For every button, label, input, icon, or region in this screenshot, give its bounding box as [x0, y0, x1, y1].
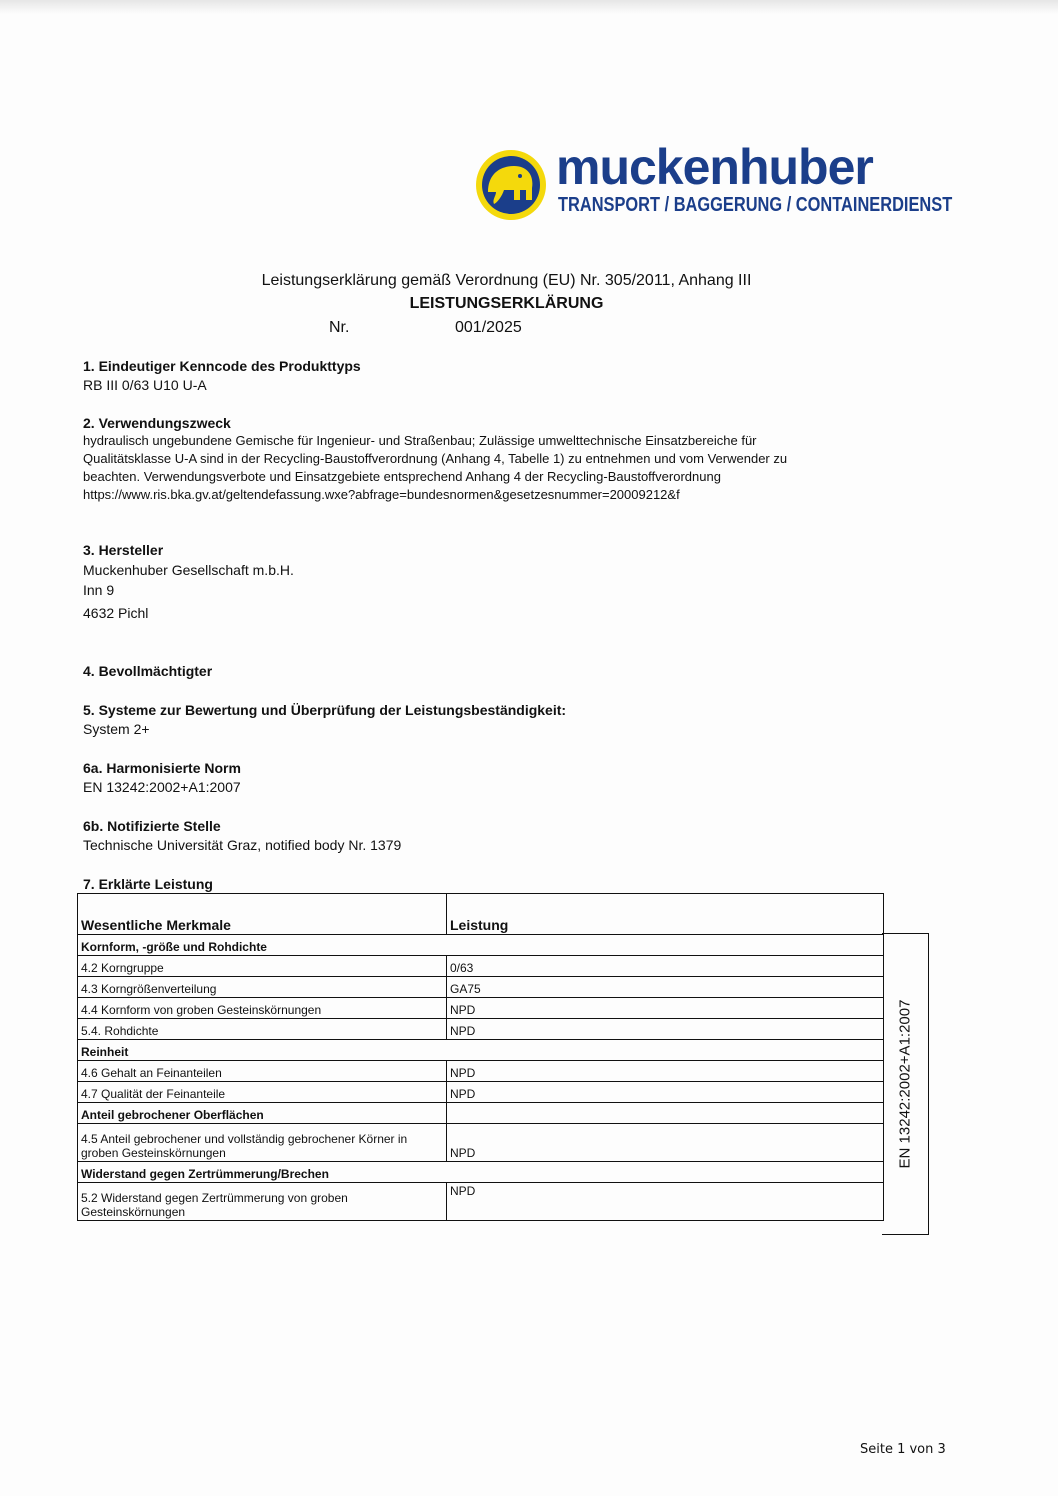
scan-edge	[0, 0, 1058, 14]
norm-vertical-label: EN 13242:2002+A1:2007	[896, 999, 914, 1169]
merkmal-line-2: groben Gesteinskörnungen	[81, 1146, 226, 1160]
merkmal-cell: 4.3 Korngrößenverteilung	[78, 977, 447, 998]
table-group-row	[78, 1103, 884, 1124]
merkmal-line-1: 5.2 Widerstand gegen Zertrümmerung von groben	[81, 1191, 348, 1205]
manufacturer-city: 4632 Pichl	[83, 605, 149, 621]
table-row	[78, 977, 884, 998]
performance-table	[77, 893, 884, 1221]
number-value: 001/2025	[455, 319, 522, 336]
table-header-row	[78, 894, 884, 935]
page-number: Seite 1 von 3	[860, 1442, 946, 1457]
merkmal-cell: 5.4. Rohdichte	[78, 1019, 447, 1040]
section-6a-text: EN 13242:2002+A1:2007	[83, 779, 241, 795]
empty-cell	[447, 1103, 884, 1124]
mammoth-logo-icon	[474, 148, 548, 222]
section-6b-text: Technische Universität Graz, notified body Nr. 1379	[83, 837, 402, 853]
section-3-heading: 3. Hersteller	[83, 542, 164, 558]
merkmal-line-1: 4.5 Anteil gebrochener und vollständig gebrochener Körner in	[81, 1132, 408, 1146]
leistung-cell: NPD	[447, 1183, 884, 1221]
merkmal-line-2: Gesteinskörnungen	[81, 1205, 186, 1219]
section-6b-heading: 6b. Notifizierte Stelle	[83, 818, 221, 834]
leistung-cell: NPD	[447, 1082, 884, 1103]
section-2-line-1: hydraulisch ungebundene Gemische für Ingenieur- und Straßenbau; Zulässige umwelttechnische Einsatzbereiche für	[83, 433, 757, 448]
column-header-merkmale: Wesentliche Merkmale	[78, 894, 447, 935]
leistung-cell: NPD	[447, 1124, 884, 1162]
logo-wordmark: muckenhuber	[556, 139, 873, 195]
table-row	[78, 1124, 884, 1162]
table-row	[78, 1082, 884, 1103]
group-label: Reinheit	[78, 1040, 884, 1061]
table-row	[78, 1019, 884, 1040]
table-row	[78, 998, 884, 1019]
section-1-text: RB III 0/63 U10 U-A	[83, 377, 207, 393]
section-4-heading: 4. Bevollmächtigter	[83, 663, 213, 679]
section-1-heading: 1. Eindeutiger Kenncode des Produkttyps	[83, 358, 361, 374]
merkmal-cell	[78, 1183, 447, 1221]
table-row	[78, 956, 884, 977]
leistung-cell: NPD	[447, 998, 884, 1019]
leistung-cell: GA75	[447, 977, 884, 998]
leistung-cell: NPD	[447, 1061, 884, 1082]
number-label: Nr.	[329, 319, 350, 336]
leistung-cell: NPD	[447, 1019, 884, 1040]
merkmal-cell	[78, 1124, 447, 1162]
manufacturer-street: Inn 9	[83, 582, 115, 598]
merkmal-cell: 4.4 Kornform von groben Gesteinskörnungen	[78, 998, 447, 1019]
logo-tagline: TRANSPORT / BAGGERUNG / CONTAINERDIENST	[558, 194, 953, 216]
section-2-url: https://www.ris.bka.gv.at/geltendefassung.wxe?abfrage=bundesnormen&gesetzesnummer=20009212&f	[83, 487, 680, 502]
table-group-row	[78, 1162, 884, 1183]
section-5-heading: 5. Systeme zur Bewertung und Überprüfung der Leistungsbeständigkeit:	[83, 702, 567, 718]
section-7-heading: 7. Erklärte Leistung	[83, 876, 213, 892]
section-2-line-2: Qualitätsklasse U-A sind in der Recycling-Baustoffverordnung (Anhang 4, Tabelle 1) zu entnehmen und vom Verwender zu	[83, 451, 788, 466]
manufacturer-name: Muckenhuber Gesellschaft m.b.H.	[83, 562, 294, 578]
section-6a-heading: 6a. Harmonisierte Norm	[83, 760, 241, 776]
table-row	[78, 1061, 884, 1082]
company-logo	[474, 139, 953, 228]
section-2-heading: 2. Verwendungszweck	[83, 415, 231, 431]
merkmal-cell: 4.6 Gehalt an Feinanteilen	[78, 1061, 447, 1082]
section-5-text: System 2+	[83, 721, 150, 737]
leistung-cell: 0/63	[447, 956, 884, 977]
merkmal-cell: 4.7 Qualität der Feinanteile	[78, 1082, 447, 1103]
table-group-row	[78, 935, 884, 956]
group-label: Kornform, -größe und Rohdichte	[78, 935, 884, 956]
column-header-leistung: Leistung	[447, 894, 884, 935]
regulation-line: Leistungserklärung gemäß Verordnung (EU) Nr. 305/2011, Anhang III	[261, 272, 752, 289]
section-2-line-3: beachten. Verwendungsverbote und Einsatzgebiete entsprechend Anhang 4 der Recycling-Baustoffverordnung	[83, 469, 721, 484]
group-label: Widerstand gegen Zertrümmerung/Brechen	[78, 1162, 884, 1183]
group-label: Anteil gebrochener Oberflächen	[78, 1103, 447, 1124]
table-group-row	[78, 1040, 884, 1061]
merkmal-cell: 4.2 Korngruppe	[78, 956, 447, 977]
document-title: LEISTUNGSERKLÄRUNG	[409, 295, 604, 312]
table-row	[78, 1183, 884, 1221]
